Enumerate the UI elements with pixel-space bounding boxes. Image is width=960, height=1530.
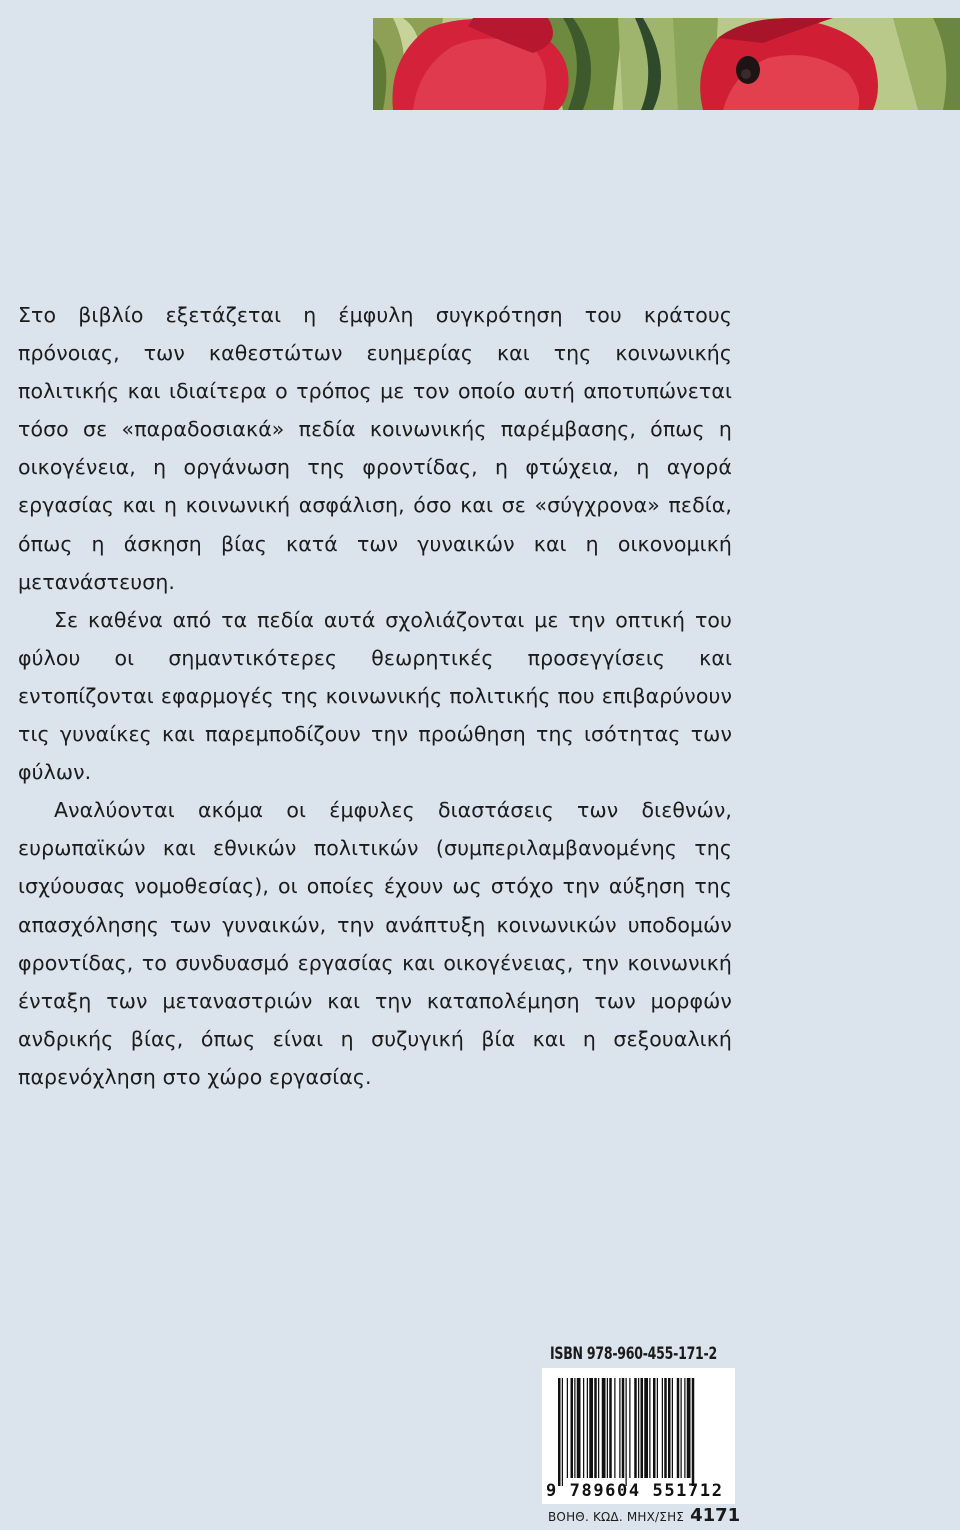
barcode-bar — [558, 1378, 561, 1486]
barcode-bar — [562, 1378, 563, 1486]
barcode-bar — [583, 1378, 584, 1478]
blurb-paragraph-3: Αναλύονται ακόμα οι έμφυλες διαστάσεις των διεθνών, ευρωπαϊκών και εθνικών πολιτικών (συμπεριλαμβανομένης της ισχύουσας νομοθεσίας), οι οποίες έχουν ως στόχο την αύξηση της απασχόλησης των γυναικών, την ανάπτυξη κοινωνικών υποδομών φροντίδας, το συνδυασμό εργασίας και οικογένειας, την κοινωνική ένταξη των μεταναστριών και την καταπολέμηση των μορφών ανδρικής βίας, όπως είναι η συζυγική βία και η σεξουαλική παρενόχληση στο χώρο εργασίας. — [18, 798, 732, 1089]
blurb-paragraph-2: Σε καθένα από τα πεδία αυτά σχολιάζονται με την οπτική του φύλου οι σημαντικότερες θεωρητικές προσεγγίσεις και εντοπίζονται εφαρμογές της κοινωνικής πολιτικής που επιβαρύνουν τις γυναίκες και παρεμποδίζουν την προώθηση της ισότητας των φύλων. — [18, 607, 732, 785]
catalog-code-number: 4171 — [690, 1505, 741, 1526]
barcode-bar — [687, 1378, 691, 1478]
barcode-bar — [607, 1378, 608, 1478]
barcode-bar — [657, 1378, 658, 1478]
barcode-bar — [602, 1378, 606, 1478]
barcode-bar — [574, 1378, 575, 1478]
barcode-digits: 9 789604 551712 — [546, 1481, 724, 1501]
barcode-bar — [664, 1378, 667, 1478]
catalog-code-label: ΒΟΗΘ. ΚΩΔ. ΜΗΧ/ΣΗΣ — [548, 1510, 685, 1524]
isbn-label: ISBN 978-960-455-171-2 — [550, 1344, 717, 1364]
barcode-bar — [638, 1378, 639, 1478]
barcode-bar — [653, 1378, 656, 1478]
barcode-bar — [594, 1378, 597, 1478]
barcode-bar — [609, 1378, 612, 1478]
barcode-bar — [567, 1378, 568, 1478]
barcode-bar — [692, 1378, 695, 1486]
barcode-bar — [684, 1378, 685, 1478]
barcode-bar — [589, 1378, 593, 1478]
barcode-bar — [587, 1378, 588, 1478]
barcode-bar — [629, 1378, 630, 1478]
back-cover-blurb — [18, 296, 732, 1096]
barcode-bar — [649, 1378, 650, 1478]
barcode-bar — [571, 1378, 574, 1478]
barcode — [542, 1368, 735, 1504]
barcode-bar — [668, 1378, 671, 1478]
barcode-bar — [626, 1378, 627, 1486]
barcode-bar — [619, 1378, 620, 1478]
barcode-bar — [622, 1378, 625, 1478]
barcode-bar — [598, 1378, 599, 1478]
barcode-bar — [641, 1378, 644, 1478]
barcode-bar — [681, 1378, 682, 1478]
cover-poppy-artwork — [373, 18, 960, 110]
barcode-bar — [634, 1378, 637, 1478]
barcode-bar — [614, 1378, 615, 1478]
barcode-bar — [672, 1378, 673, 1478]
blurb-paragraph-1: Στο βιβλίο εξετάζεται η έμφυλη συγκρότηση του κράτους πρόνοιας, των καθεστώτων ευημερίας και της κοινωνικής πολιτικής και ιδιαίτερα ο τρόπος με τον οποίο αυτή αποτυπώνεται τόσο σε «παραδοσιακά» πεδία κοινωνικής παρέμβασης, όπως η οικογένεια, η οργάνωση της φροντίδας, η φτώχεια, η αγορά εργασίας και η κοινωνική ασφάλιση, όσο και σε «σύγχρονα» πεδία, όπως η άσκηση βίας κατά των γυναικών και η οικονομική μετανάστευση. — [18, 303, 732, 594]
catalog-code — [548, 1505, 740, 1526]
barcode-bar — [577, 1378, 581, 1478]
barcode-bar — [662, 1378, 663, 1478]
barcode-bar — [677, 1378, 680, 1478]
barcode-bar — [644, 1378, 648, 1478]
